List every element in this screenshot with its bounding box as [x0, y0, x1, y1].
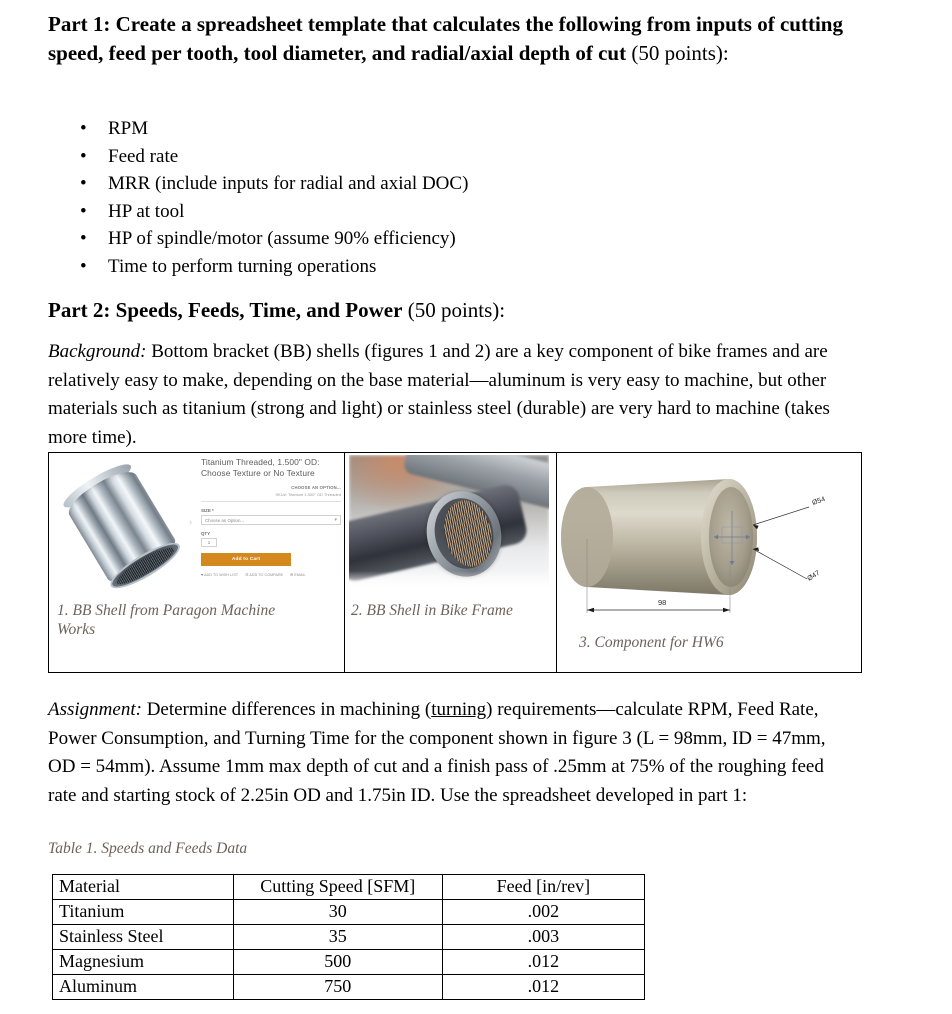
bullet-label: RPM: [108, 118, 149, 139]
cell-cutting-speed: 35: [233, 925, 442, 950]
list-item: [48, 198, 748, 226]
assignment-paragraph: [48, 696, 853, 810]
product-sku: SKU#: Titanium 1.500" OD Threaded: [275, 492, 341, 498]
bullet-icon: •: [80, 228, 87, 249]
dimension-id-label: Ø47: [806, 569, 822, 583]
bullet-icon: •: [80, 255, 87, 277]
bullet-icon: •: [80, 200, 87, 222]
speeds-and-feeds-table: [52, 874, 645, 1000]
part1-heading: [48, 10, 878, 68]
table-row: [53, 975, 645, 1000]
qty-input[interactable]: 1: [201, 538, 217, 547]
table-body: [53, 900, 645, 1000]
add-to-compare-link[interactable]: [245, 573, 283, 577]
column-header-feed: Feed [in/rev]: [442, 875, 644, 900]
figure-1-cell: [49, 453, 345, 672]
product-action-links: [201, 573, 341, 577]
product-title: Titanium Threaded, 1.500" OD: Choose Texture or No Texture: [201, 457, 320, 478]
chevron-down-icon: ▾: [334, 517, 337, 523]
figure-3-cad-drawing: [557, 453, 857, 633]
add-to-wishlist-label: ADD TO WISH LIST: [204, 573, 239, 578]
cell-feed: .012: [442, 950, 644, 975]
cell-cutting-speed: 500: [233, 950, 442, 975]
figure-1-product-info: [201, 457, 341, 577]
cell-feed: .012: [442, 975, 644, 1000]
bullet-icon: •: [80, 145, 87, 167]
bullet-label: HP of spindle/motor (assume 90% efficiency): [108, 228, 456, 249]
figure-2-photo: [349, 455, 549, 597]
background-paragraph: [48, 338, 853, 452]
part1-heading-bold: Part 1: Create a spreadsheet template that calculates the following from inputs of cutting speed, feed per tooth, tool diameter, and radial/axial depth of cut: [48, 12, 843, 65]
bullet-label: Feed rate: [108, 145, 179, 167]
bullet-label: Time to perform turning operations: [108, 255, 377, 277]
cad-diameter-leaders: [753, 507, 809, 579]
part2-heading: [48, 296, 878, 325]
part1-bullet-list: [48, 115, 748, 280]
column-header-material: Material: [53, 875, 234, 900]
cell-cutting-speed: 30: [233, 900, 442, 925]
email-label: EMAIL: [294, 573, 306, 578]
figure-1-caption: 1. BB Shell from Paragon Machine Works: [57, 602, 276, 638]
figure-2-cell: [345, 453, 557, 672]
email-link[interactable]: [290, 573, 306, 577]
figure-3-cell: [557, 453, 861, 672]
table-row: [53, 950, 645, 975]
list-item: [48, 225, 748, 253]
bullet-icon: •: [80, 173, 87, 194]
add-to-cart-button[interactable]: Add to Cart: [201, 553, 291, 566]
dimension-od-label: Ø54: [811, 495, 827, 507]
figure-1-product-screenshot: [49, 453, 345, 599]
list-item: [48, 115, 748, 143]
cell-material: Aluminum: [53, 975, 234, 1000]
cell-material: Titanium: [53, 900, 234, 925]
cell-material: Magnesium: [53, 950, 234, 975]
dimension-length-label: 98: [658, 598, 667, 607]
table-row: [53, 900, 645, 925]
table-header: [53, 875, 645, 900]
option-heading: CHOOSE AN OPTION...: [291, 485, 341, 491]
figure-panel: [48, 452, 862, 673]
titanium-shell-image: [49, 453, 199, 602]
cell-feed: .002: [442, 900, 644, 925]
list-item: [48, 143, 748, 171]
table-caption: Table 1. Speeds and Feeds Data: [48, 840, 248, 857]
background-text: Bottom bracket (BB) shells (figures 1 and 2) are a key component of bike frames and are relatively easy to make, depending on the base material—aluminum is very easy to machine, but other materials such as titanium (strong and light) or stainless steel (durable) are very hard to machine (takes more time).: [48, 341, 830, 448]
part2-heading-bold: Part 2: Speeds, Feeds, Time, and Power: [48, 298, 403, 322]
mail-icon: ✉: [290, 573, 294, 578]
add-to-compare-label: ADD TO COMPARE: [249, 573, 284, 578]
figure-2-caption: 2. BB Shell in Bike Frame: [351, 602, 513, 619]
background-label: Background:: [48, 341, 147, 362]
list-item: [48, 253, 748, 281]
cell-cutting-speed: 750: [233, 975, 442, 1000]
figure-3-caption: 3. Component for HW6: [579, 634, 724, 651]
bullet-icon: •: [80, 118, 87, 139]
assignment-underlined-word: turning: [431, 699, 487, 720]
assignment-text-1: Determine differences in machining (: [141, 699, 432, 720]
assignment-text-2: ) requirements—calculate RPM, Feed Rate, Power Consumption, and Turning Time for the component shown in figure 3 (L = 98mm, ID = 47mm, OD = 54mm). Assume 1mm max depth of cut and a finish pass of .25mm at 75% of the roughing feed rate and starting stock of 2.25in OD and 1.75in ID. Use the spreadsheet developed in part 1:: [48, 699, 826, 806]
heart-icon: ♥: [201, 573, 204, 578]
part1-heading-points: (50 points):: [626, 41, 729, 65]
bullet-label: MRR (include inputs for radial and axial DOC): [108, 173, 469, 194]
cell-material: Stainless Steel: [53, 925, 234, 950]
column-header-cutting-speed: Cutting Speed [SFM]: [233, 875, 442, 900]
photo-fade: [349, 571, 549, 597]
table-row: [53, 925, 645, 950]
qty-label: QTY: [201, 531, 211, 537]
compare-icon: ☷: [245, 573, 249, 578]
table-row: [53, 875, 645, 900]
part2-heading-points: (50 points):: [402, 298, 506, 322]
next-image-arrow-icon[interactable]: ›: [189, 517, 192, 527]
list-item: [48, 170, 748, 198]
bullet-label: HP at tool: [108, 200, 185, 222]
cell-feed: .003: [442, 925, 644, 950]
divider: [201, 501, 341, 502]
size-select[interactable]: [201, 515, 341, 525]
size-label: SIZE *: [201, 508, 214, 514]
add-to-wishlist-link[interactable]: [201, 573, 238, 577]
assignment-label: Assignment:: [48, 699, 142, 720]
size-select-value: Choose an Option...: [205, 517, 245, 523]
